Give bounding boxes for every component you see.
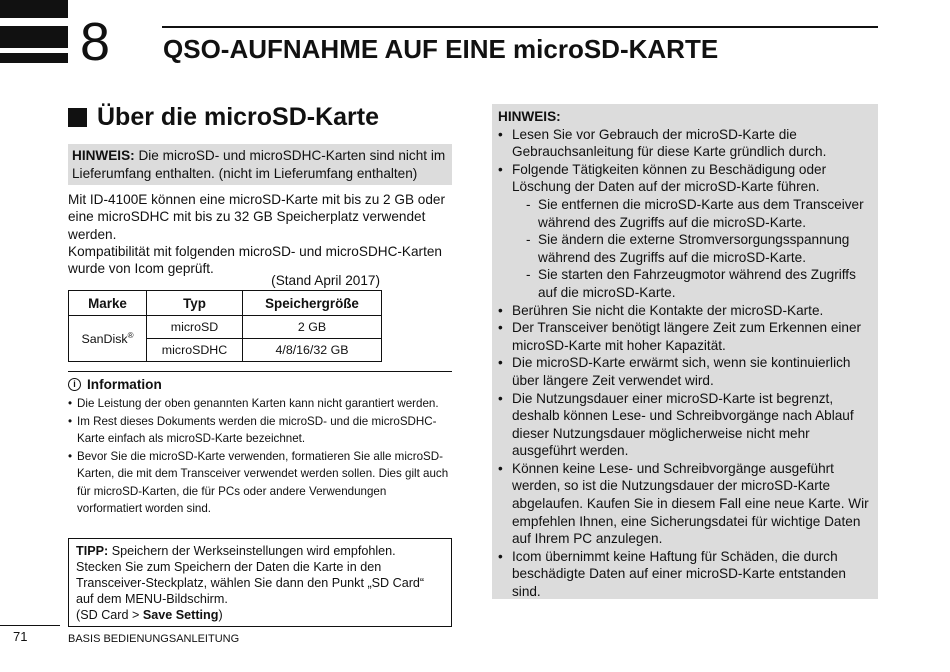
page-number: 71	[13, 629, 28, 644]
header-bar-top	[0, 0, 68, 18]
header-bar-bottom	[0, 53, 68, 63]
sublist-item: - Sie entfernen die microSD-Karte aus dem Transceiver während des Zugriffs auf die microSD-Karte.	[512, 196, 872, 231]
square-bullet-icon	[68, 108, 87, 127]
section-title-text: Über die microSD-Karte	[97, 103, 380, 131]
list-item: • Die Nutzungsdauer einer microSD-Karte ist begrenzt, deshalb können Lese- und Schreibvorgänge nach Ablauf dieser Nutzungsdauer möglicherweise nicht mehr ausgeführt werden.	[498, 390, 872, 460]
list-item: • Die Leistung der oben genannten Karten kann nicht garantiert werden.	[68, 395, 452, 413]
intro-text	[68, 191, 458, 277]
table-header-typ: Typ	[147, 291, 243, 316]
information-heading	[68, 376, 162, 393]
hinweis-sublist	[512, 196, 872, 302]
sublist-item: - Sie starten den Fahrzeugmotor während des Zugriffs auf die microSD-Karte.	[512, 266, 872, 301]
list-item: • Berühren Sie nicht die Kontakte der microSD-Karte.	[498, 302, 872, 320]
hinweis-title: HINWEIS:	[498, 109, 561, 124]
chapter-title: QSO-AUFNAHME AUF EINE microSD-KARTE	[163, 34, 719, 64]
stand-date: (Stand April 2017)	[271, 273, 380, 288]
table-header-speichergroesse: Speichergröße	[243, 291, 382, 316]
header-bar-middle	[0, 26, 68, 48]
information-list	[68, 395, 452, 518]
tipp-menu-path	[76, 607, 444, 623]
table-row	[69, 316, 382, 339]
footer-rule	[0, 625, 60, 626]
list-item: • Der Transceiver benötigt längere Zeit zum Erkennen einer microSD-Karte mit hoher Kapazität.	[498, 319, 872, 354]
table-cell-size: 4/8/16/32 GB	[243, 339, 382, 362]
information-title: Information	[87, 377, 162, 392]
brand-name: SanDisk	[81, 331, 128, 346]
chapter-number: 8	[80, 12, 111, 72]
table-header-row	[69, 291, 382, 316]
compatibility-table	[68, 290, 382, 362]
tipp-box	[68, 538, 452, 627]
note-label: HINWEIS:	[72, 148, 135, 163]
tipp-path-bold: Save Setting	[142, 608, 219, 622]
header-rule	[162, 26, 878, 28]
intro-paragraph-1: Mit ID-4100E können eine microSD-Karte mit bis zu 2 GB oder eine microSDHC mit bis zu 32 GB Speicherplatz verwendet werden.	[68, 192, 446, 242]
intro-paragraph-2: Kompatibilität mit folgenden microSD- und microSDHC-Karten wurde von Icom geprüft.	[68, 243, 442, 277]
table-cell-type: microSDHC	[147, 339, 243, 362]
table-cell-brand	[69, 316, 147, 362]
tipp-paragraph	[76, 543, 444, 607]
list-item	[498, 161, 872, 302]
manual-name: BASIS BEDIENUNGSANLEITUNG	[68, 633, 240, 645]
tipp-path-prefix: (SD Card >	[76, 608, 143, 622]
list-item: • Die microSD-Karte erwärmt sich, wenn sie kontinuierlich über längere Zeit verwendet wird.	[498, 354, 872, 389]
sublist-item: - Sie ändern die externe Stromversorgungsspannung während des Zugriffs auf die microSD-Karte.	[512, 231, 872, 266]
table-cell-type: microSD	[147, 316, 243, 339]
registered-mark: ®	[127, 330, 134, 340]
tipp-text: Speichern der Werkseinstellungen wird empfohlen. Stecken Sie zum Speichern der Daten die Karte in den Transceiver-Steckplatz, wählen Sie dann den Punkt „SD Card“ auf dem MENU-Bildschirm.	[76, 544, 425, 606]
hinweis-list	[498, 126, 872, 601]
list-item: • Lesen Sie vor Gebrauch der microSD-Karte die Gebrauchsanleitung für diese Karte gründlich durch.	[498, 126, 872, 161]
note-text: Die microSD- und microSDHC-Karten sind nicht im Lieferumfang enthalten. (nicht im Lieferumfang enthalten)	[72, 148, 446, 181]
list-item: • Icom übernimmt keine Haftung für Schäden, die durch beschädigte Daten auf einer microSD-Karte entstanden sind.	[498, 548, 872, 601]
table-cell-size: 2 GB	[243, 316, 382, 339]
information-rule	[68, 371, 452, 372]
list-item: • Im Rest dieses Dokuments werden die microSD- und die microSDHC-Karte einfach als microSD-Karte bezeichnet.	[68, 413, 452, 448]
tipp-label: TIPP:	[76, 544, 109, 558]
list-item: • Können keine Lese- und Schreibvorgänge ausgeführt werden, so ist die Nutzungsdauer der microSD-Karte abgelaufen. Kaufen Sie in diesem Fall eine neue Karte. Wir empfehlen Ihnen, eine Sicherungsdatei für wichtige Daten auf Ihrem PC anzulegen.	[498, 460, 872, 548]
list-item-text: Folgende Tätigkeiten können zu Beschädigung oder Löschung der Daten auf der microSD-Karte führen.	[512, 161, 827, 195]
hinweis-box	[492, 104, 878, 599]
section-title	[68, 101, 379, 133]
tipp-path-suffix: )	[218, 608, 223, 622]
info-icon: i	[68, 378, 81, 391]
table-header-marke: Marke	[69, 291, 147, 316]
list-item: • Bevor Sie die microSD-Karte verwenden, formatieren Sie alle microSD-Karten, die mit dem Transceiver verwendet werden sollen. Dies gilt auch für microSD-Karten, die für PCs oder andere Verwendungen vorformatiert worden sind.	[68, 448, 452, 518]
note-box	[68, 144, 452, 185]
